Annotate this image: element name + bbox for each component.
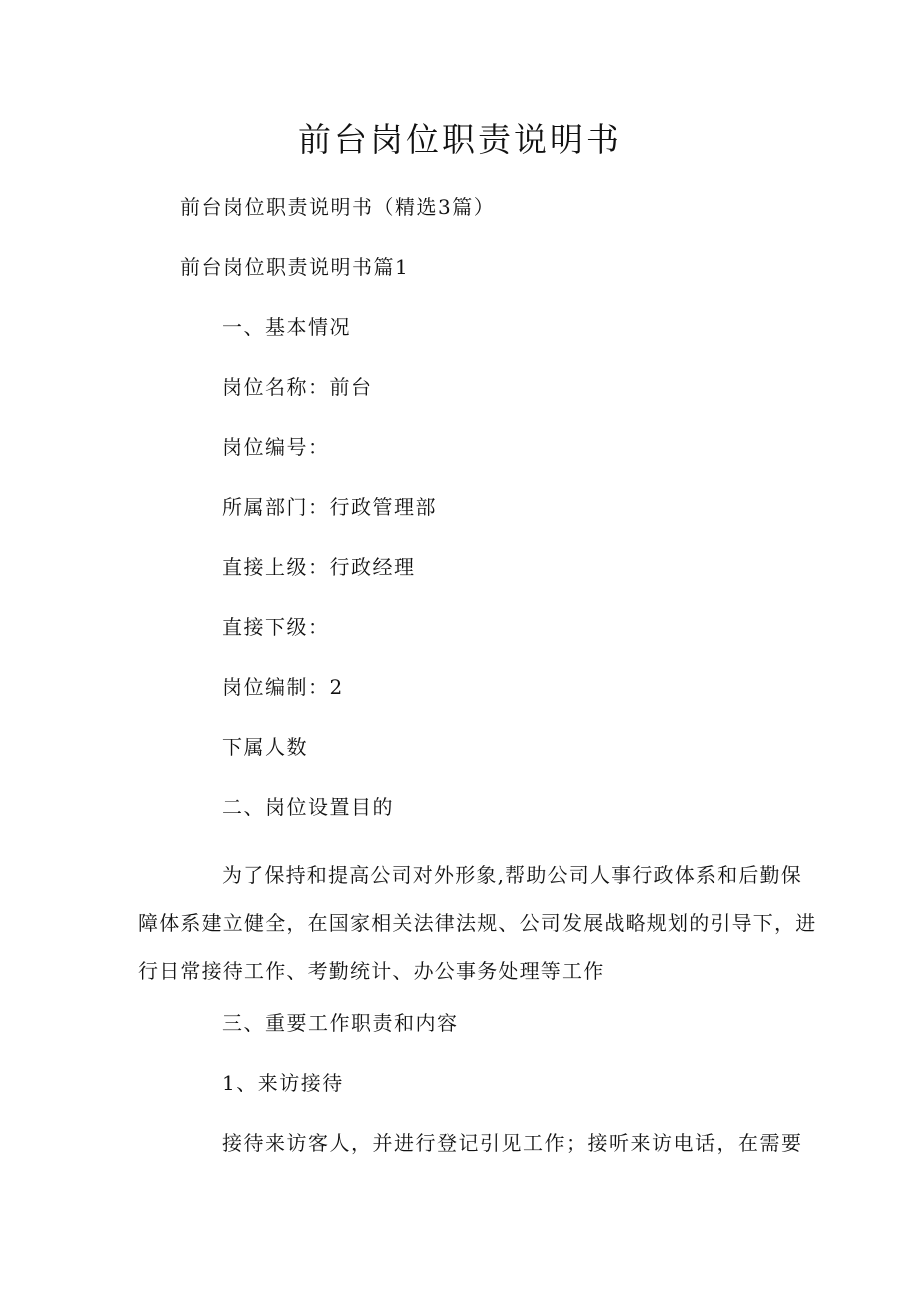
section-heading-duties: 三、重要工作职责和内容 — [222, 1011, 459, 1035]
document-title: 前台岗位职责说明书 — [298, 120, 622, 159]
document-subtitle: 前台岗位职责说明书（精选3篇） — [180, 195, 496, 219]
item-heading-reception: 1、来访接待 — [222, 1071, 344, 1095]
section-heading-purpose: 二、岗位设置目的 — [222, 795, 394, 819]
purpose-paragraph — [138, 851, 817, 995]
field-direct-supervisor: 直接上级：行政经理 — [222, 555, 416, 579]
field-subordinate-count: 下属人数 — [222, 735, 308, 759]
field-department: 所属部门：行政管理部 — [222, 495, 437, 519]
field-headcount: 岗位编制：2 — [222, 675, 344, 699]
field-direct-subordinate: 直接下级： — [222, 615, 330, 639]
field-position-number: 岗位编号： — [222, 435, 330, 459]
field-position-name: 岗位名称：前台 — [222, 375, 373, 399]
item-text-reception: 接待来访客人，并进行登记引见工作；接听来访电话，在需要 — [222, 1131, 803, 1155]
article-heading: 前台岗位职责说明书篇1 — [180, 255, 410, 279]
section-heading-basic-info: 一、基本情况 — [222, 315, 351, 339]
purpose-line: 行日常接待工作、考勤统计、办公事务处理等工作 — [138, 959, 605, 983]
purpose-line: 障体系建立健全，在国家相关法律法规、公司发展战略规划的引导下，进 — [138, 911, 817, 935]
purpose-line: 为了保持和提高公司对外形象,帮助公司人事行政体系和后勤保 — [222, 863, 802, 887]
